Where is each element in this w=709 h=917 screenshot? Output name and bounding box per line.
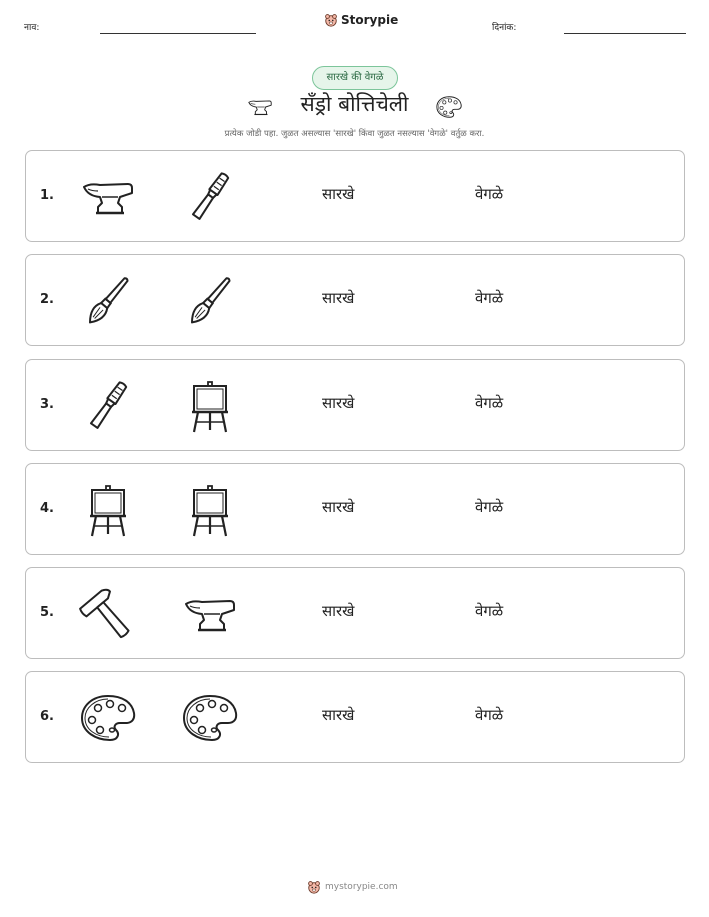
question-row xyxy=(25,150,685,242)
same-option[interactable]: सारखे xyxy=(322,185,355,203)
title-row xyxy=(0,88,709,124)
palette-icon xyxy=(78,688,138,748)
date-label: दिनांक: xyxy=(492,23,517,33)
same-option[interactable]: सारखे xyxy=(322,706,355,724)
hammer-icon xyxy=(78,584,138,644)
anvil-icon xyxy=(180,584,240,644)
worksheet-header xyxy=(0,12,709,42)
question-number: 6. xyxy=(40,709,54,724)
question-row xyxy=(25,254,685,346)
same-option[interactable]: सारखे xyxy=(322,394,355,412)
mascot-icon xyxy=(307,880,321,894)
same-option[interactable]: सारखे xyxy=(322,289,355,307)
date-field-line[interactable] xyxy=(564,33,686,34)
question-row xyxy=(25,567,685,659)
different-option[interactable]: वेगळे xyxy=(475,602,504,620)
easel-icon xyxy=(180,376,240,436)
question-number: 1. xyxy=(40,188,54,203)
anvil-icon xyxy=(78,167,138,227)
paintbrush-icon xyxy=(78,271,138,331)
easel-icon xyxy=(180,480,240,540)
name-label: नाव: xyxy=(24,23,40,33)
brand-logo xyxy=(324,13,398,27)
different-option[interactable]: वेगळे xyxy=(475,185,504,203)
topic-badge: सारखे की वेगळे xyxy=(312,66,398,90)
question-row xyxy=(25,671,685,763)
different-option[interactable]: वेगळे xyxy=(475,706,504,724)
question-row xyxy=(25,359,685,451)
same-option[interactable]: सारखे xyxy=(322,498,355,516)
question-number: 5. xyxy=(40,605,54,620)
footer xyxy=(307,880,398,894)
question-number: 2. xyxy=(40,292,54,307)
page-title: सँड्रो बोत्तिचेली xyxy=(300,92,409,116)
mascot-icon xyxy=(324,13,338,27)
name-field-line[interactable] xyxy=(100,33,256,34)
chisel-icon xyxy=(78,376,138,436)
different-option[interactable]: वेगळे xyxy=(475,394,504,412)
question-row xyxy=(25,463,685,555)
same-option[interactable]: सारखे xyxy=(322,602,355,620)
brand-name: Storypie xyxy=(341,13,399,27)
question-number: 3. xyxy=(40,397,54,412)
footer-url: mystorypie.com xyxy=(325,882,398,892)
different-option[interactable]: वेगळे xyxy=(475,289,504,307)
instructions: प्रत्येक जोडी पहा. जुळत असल्यास 'सारखे' किंवा जुळत नसल्यास 'वेगळे' वर्तुळ करा. xyxy=(224,129,485,139)
paintbrush-icon xyxy=(180,271,240,331)
easel-icon xyxy=(78,480,138,540)
different-option[interactable]: वेगळे xyxy=(475,498,504,516)
palette-icon xyxy=(432,93,466,121)
question-number: 4. xyxy=(40,501,54,516)
palette-icon xyxy=(180,688,240,748)
chisel-icon xyxy=(180,167,240,227)
